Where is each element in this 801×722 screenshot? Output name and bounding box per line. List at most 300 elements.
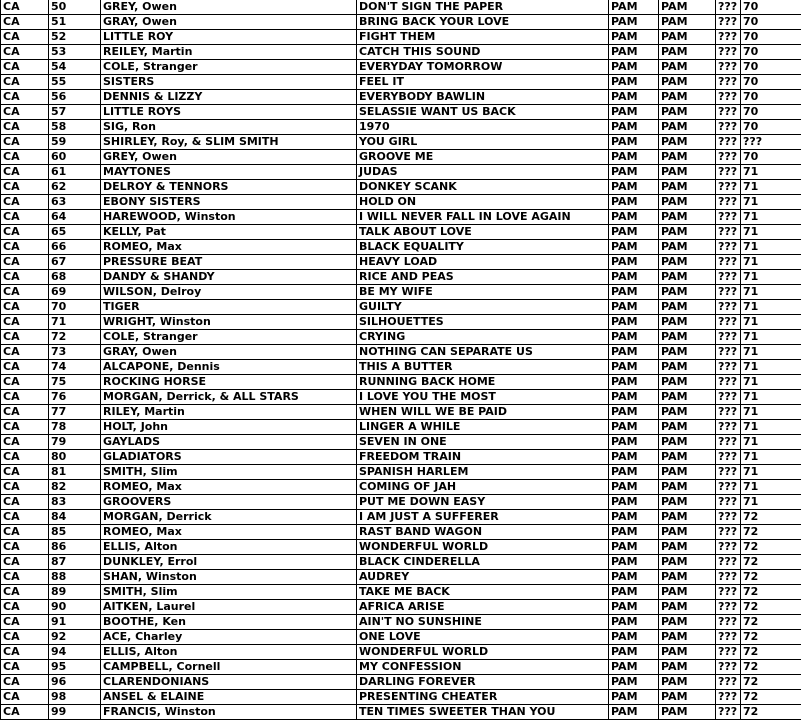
table-row bbox=[1, 585, 801, 600]
artist-cell: MAYTONES bbox=[101, 165, 357, 180]
table-row bbox=[1, 345, 801, 360]
label-b-cell: PAM bbox=[659, 450, 716, 465]
title-cell: NOTHING CAN SEPARATE US bbox=[357, 345, 609, 360]
unknown-field-cell: ??? bbox=[716, 255, 741, 270]
label-code-cell: CA bbox=[1, 375, 49, 390]
table-row bbox=[1, 390, 801, 405]
table-row bbox=[1, 330, 801, 345]
artist-cell: GROOVERS bbox=[101, 495, 357, 510]
label-b-cell: PAM bbox=[659, 510, 716, 525]
label-a-cell: PAM bbox=[609, 675, 659, 690]
label-code-cell: CA bbox=[1, 135, 49, 150]
catalog-number-cell: 51 bbox=[49, 15, 101, 30]
year-cell: 71 bbox=[741, 375, 801, 390]
label-code-cell: CA bbox=[1, 285, 49, 300]
label-a-cell: PAM bbox=[609, 315, 659, 330]
catalog-number-cell: 84 bbox=[49, 510, 101, 525]
label-a-cell: PAM bbox=[609, 0, 659, 15]
catalog-number-cell: 71 bbox=[49, 315, 101, 330]
label-b-cell: PAM bbox=[659, 150, 716, 165]
label-a-cell: PAM bbox=[609, 135, 659, 150]
catalog-number-cell: 75 bbox=[49, 375, 101, 390]
label-code-cell: CA bbox=[1, 645, 49, 660]
label-code-cell: CA bbox=[1, 90, 49, 105]
year-cell: 70 bbox=[741, 15, 801, 30]
title-cell: I WILL NEVER FALL IN LOVE AGAIN bbox=[357, 210, 609, 225]
label-a-cell: PAM bbox=[609, 180, 659, 195]
catalog-number-cell: 60 bbox=[49, 150, 101, 165]
title-cell: FREEDOM TRAIN bbox=[357, 450, 609, 465]
year-cell: 71 bbox=[741, 420, 801, 435]
title-cell: RICE AND PEAS bbox=[357, 270, 609, 285]
label-a-cell: PAM bbox=[609, 450, 659, 465]
label-b-cell: PAM bbox=[659, 525, 716, 540]
label-code-cell: CA bbox=[1, 585, 49, 600]
year-cell: 70 bbox=[741, 105, 801, 120]
year-cell: 71 bbox=[741, 285, 801, 300]
label-b-cell: PAM bbox=[659, 315, 716, 330]
table-row bbox=[1, 465, 801, 480]
catalog-number-cell: 65 bbox=[49, 225, 101, 240]
year-cell: 70 bbox=[741, 150, 801, 165]
year-cell: 72 bbox=[741, 630, 801, 645]
label-b-cell: PAM bbox=[659, 195, 716, 210]
catalog-number-cell: 63 bbox=[49, 195, 101, 210]
label-b-cell: PAM bbox=[659, 405, 716, 420]
label-code-cell: CA bbox=[1, 510, 49, 525]
catalog-number-cell: 88 bbox=[49, 570, 101, 585]
catalog-number-cell: 80 bbox=[49, 450, 101, 465]
table-row bbox=[1, 375, 801, 390]
label-code-cell: CA bbox=[1, 75, 49, 90]
label-b-cell: PAM bbox=[659, 360, 716, 375]
catalog-number-cell: 81 bbox=[49, 465, 101, 480]
label-code-cell: CA bbox=[1, 660, 49, 675]
catalog-number-cell: 79 bbox=[49, 435, 101, 450]
year-cell: 71 bbox=[741, 435, 801, 450]
catalog-number-cell: 83 bbox=[49, 495, 101, 510]
artist-cell: CAMPBELL, Cornell bbox=[101, 660, 357, 675]
table-row bbox=[1, 420, 801, 435]
year-cell: 72 bbox=[741, 555, 801, 570]
label-a-cell: PAM bbox=[609, 195, 659, 210]
unknown-field-cell: ??? bbox=[716, 285, 741, 300]
label-a-cell: PAM bbox=[609, 30, 659, 45]
artist-cell: GAYLADS bbox=[101, 435, 357, 450]
label-code-cell: CA bbox=[1, 315, 49, 330]
label-code-cell: CA bbox=[1, 630, 49, 645]
title-cell: YOU GIRL bbox=[357, 135, 609, 150]
catalog-number-cell: 69 bbox=[49, 285, 101, 300]
artist-cell: ALCAPONE, Dennis bbox=[101, 360, 357, 375]
catalog-number-cell: 53 bbox=[49, 45, 101, 60]
year-cell: 72 bbox=[741, 510, 801, 525]
title-cell: BLACK EQUALITY bbox=[357, 240, 609, 255]
artist-cell: BOOTHE, Ken bbox=[101, 615, 357, 630]
year-cell: 72 bbox=[741, 600, 801, 615]
unknown-field-cell: ??? bbox=[716, 90, 741, 105]
year-cell: 72 bbox=[741, 585, 801, 600]
unknown-field-cell: ??? bbox=[716, 150, 741, 165]
title-cell: SEVEN IN ONE bbox=[357, 435, 609, 450]
label-a-cell: PAM bbox=[609, 705, 659, 720]
label-a-cell: PAM bbox=[609, 75, 659, 90]
label-a-cell: PAM bbox=[609, 255, 659, 270]
year-cell: 70 bbox=[741, 90, 801, 105]
label-code-cell: CA bbox=[1, 300, 49, 315]
label-code-cell: CA bbox=[1, 225, 49, 240]
label-code-cell: CA bbox=[1, 615, 49, 630]
artist-cell: MORGAN, Derrick, & ALL STARS bbox=[101, 390, 357, 405]
catalog-number-cell: 96 bbox=[49, 675, 101, 690]
label-b-cell: PAM bbox=[659, 330, 716, 345]
catalog-number-cell: 55 bbox=[49, 75, 101, 90]
label-code-cell: CA bbox=[1, 150, 49, 165]
label-a-cell: PAM bbox=[609, 405, 659, 420]
label-code-cell: CA bbox=[1, 165, 49, 180]
unknown-field-cell: ??? bbox=[716, 465, 741, 480]
catalog-number-cell: 78 bbox=[49, 420, 101, 435]
label-a-cell: PAM bbox=[609, 120, 659, 135]
year-cell: 71 bbox=[741, 300, 801, 315]
unknown-field-cell: ??? bbox=[716, 225, 741, 240]
unknown-field-cell: ??? bbox=[716, 585, 741, 600]
year-cell: 70 bbox=[741, 45, 801, 60]
unknown-field-cell: ??? bbox=[716, 165, 741, 180]
artist-cell: EBONY SISTERS bbox=[101, 195, 357, 210]
unknown-field-cell: ??? bbox=[716, 570, 741, 585]
table-row bbox=[1, 510, 801, 525]
label-a-cell: PAM bbox=[609, 570, 659, 585]
catalog-number-cell: 57 bbox=[49, 105, 101, 120]
year-cell: 72 bbox=[741, 690, 801, 705]
year-cell: 71 bbox=[741, 465, 801, 480]
table-row bbox=[1, 75, 801, 90]
artist-cell: SHAN, Winston bbox=[101, 570, 357, 585]
label-code-cell: CA bbox=[1, 0, 49, 15]
artist-cell: COLE, Stranger bbox=[101, 330, 357, 345]
label-code-cell: CA bbox=[1, 600, 49, 615]
catalog-number-cell: 68 bbox=[49, 270, 101, 285]
title-cell: DARLING FOREVER bbox=[357, 675, 609, 690]
title-cell: CATCH THIS SOUND bbox=[357, 45, 609, 60]
label-a-cell: PAM bbox=[609, 420, 659, 435]
label-a-cell: PAM bbox=[609, 210, 659, 225]
label-b-cell: PAM bbox=[659, 540, 716, 555]
label-a-cell: PAM bbox=[609, 90, 659, 105]
table-row bbox=[1, 615, 801, 630]
table-row bbox=[1, 255, 801, 270]
label-b-cell: PAM bbox=[659, 120, 716, 135]
label-a-cell: PAM bbox=[609, 285, 659, 300]
label-a-cell: PAM bbox=[609, 555, 659, 570]
label-code-cell: CA bbox=[1, 690, 49, 705]
year-cell: 70 bbox=[741, 120, 801, 135]
catalog-number-cell: 61 bbox=[49, 165, 101, 180]
unknown-field-cell: ??? bbox=[716, 540, 741, 555]
title-cell: WHEN WILL WE BE PAID bbox=[357, 405, 609, 420]
label-a-cell: PAM bbox=[609, 585, 659, 600]
unknown-field-cell: ??? bbox=[716, 45, 741, 60]
catalog-number-cell: 76 bbox=[49, 390, 101, 405]
artist-cell: REILEY, Martin bbox=[101, 45, 357, 60]
catalog-number-cell: 59 bbox=[49, 135, 101, 150]
artist-cell: CLARENDONIANS bbox=[101, 675, 357, 690]
label-a-cell: PAM bbox=[609, 690, 659, 705]
unknown-field-cell: ??? bbox=[716, 195, 741, 210]
label-b-cell: PAM bbox=[659, 690, 716, 705]
unknown-field-cell: ??? bbox=[716, 0, 741, 15]
table-row bbox=[1, 15, 801, 30]
label-a-cell: PAM bbox=[609, 660, 659, 675]
label-a-cell: PAM bbox=[609, 150, 659, 165]
catalog-number-cell: 62 bbox=[49, 180, 101, 195]
table-row bbox=[1, 300, 801, 315]
title-cell: TAKE ME BACK bbox=[357, 585, 609, 600]
label-code-cell: CA bbox=[1, 540, 49, 555]
label-code-cell: CA bbox=[1, 420, 49, 435]
table-row bbox=[1, 675, 801, 690]
artist-cell: DUNKLEY, Errol bbox=[101, 555, 357, 570]
unknown-field-cell: ??? bbox=[716, 135, 741, 150]
unknown-field-cell: ??? bbox=[716, 330, 741, 345]
unknown-field-cell: ??? bbox=[716, 75, 741, 90]
label-b-cell: PAM bbox=[659, 465, 716, 480]
catalog-number-cell: 56 bbox=[49, 90, 101, 105]
artist-cell: WRIGHT, Winston bbox=[101, 315, 357, 330]
table-row bbox=[1, 45, 801, 60]
artist-cell: ROMEO, Max bbox=[101, 240, 357, 255]
title-cell: RUNNING BACK HOME bbox=[357, 375, 609, 390]
label-code-cell: CA bbox=[1, 195, 49, 210]
unknown-field-cell: ??? bbox=[716, 405, 741, 420]
artist-cell: RILEY, Martin bbox=[101, 405, 357, 420]
year-cell: 72 bbox=[741, 705, 801, 720]
label-b-cell: PAM bbox=[659, 180, 716, 195]
label-b-cell: PAM bbox=[659, 420, 716, 435]
year-cell: 71 bbox=[741, 480, 801, 495]
table-row bbox=[1, 315, 801, 330]
title-cell: LINGER A WHILE bbox=[357, 420, 609, 435]
label-a-cell: PAM bbox=[609, 390, 659, 405]
year-cell: 71 bbox=[741, 405, 801, 420]
unknown-field-cell: ??? bbox=[716, 510, 741, 525]
unknown-field-cell: ??? bbox=[716, 435, 741, 450]
label-a-cell: PAM bbox=[609, 465, 659, 480]
title-cell: WONDERFUL WORLD bbox=[357, 645, 609, 660]
label-b-cell: PAM bbox=[659, 435, 716, 450]
label-code-cell: CA bbox=[1, 180, 49, 195]
table-row bbox=[1, 135, 801, 150]
label-b-cell: PAM bbox=[659, 615, 716, 630]
label-b-cell: PAM bbox=[659, 600, 716, 615]
catalog-number-cell: 82 bbox=[49, 480, 101, 495]
year-cell: 71 bbox=[741, 225, 801, 240]
table-row bbox=[1, 570, 801, 585]
label-a-cell: PAM bbox=[609, 240, 659, 255]
table-row bbox=[1, 90, 801, 105]
title-cell: HEAVY LOAD bbox=[357, 255, 609, 270]
title-cell: TALK ABOUT LOVE bbox=[357, 225, 609, 240]
title-cell: I AM JUST A SUFFERER bbox=[357, 510, 609, 525]
year-cell: 72 bbox=[741, 525, 801, 540]
table-row bbox=[1, 120, 801, 135]
catalog-number-cell: 91 bbox=[49, 615, 101, 630]
artist-cell: HOLT, John bbox=[101, 420, 357, 435]
label-code-cell: CA bbox=[1, 570, 49, 585]
label-a-cell: PAM bbox=[609, 300, 659, 315]
label-b-cell: PAM bbox=[659, 30, 716, 45]
label-code-cell: CA bbox=[1, 450, 49, 465]
artist-cell: SMITH, Slim bbox=[101, 585, 357, 600]
catalog-number-cell: 74 bbox=[49, 360, 101, 375]
label-code-cell: CA bbox=[1, 675, 49, 690]
year-cell: 70 bbox=[741, 75, 801, 90]
artist-cell: SMITH, Slim bbox=[101, 465, 357, 480]
label-b-cell: PAM bbox=[659, 255, 716, 270]
catalog-number-cell: 66 bbox=[49, 240, 101, 255]
catalog-number-cell: 54 bbox=[49, 60, 101, 75]
table-row bbox=[1, 555, 801, 570]
label-b-cell: PAM bbox=[659, 300, 716, 315]
label-a-cell: PAM bbox=[609, 165, 659, 180]
label-a-cell: PAM bbox=[609, 60, 659, 75]
label-code-cell: CA bbox=[1, 270, 49, 285]
label-a-cell: PAM bbox=[609, 330, 659, 345]
catalog-number-cell: 95 bbox=[49, 660, 101, 675]
title-cell: JUDAS bbox=[357, 165, 609, 180]
artist-cell: WILSON, Delroy bbox=[101, 285, 357, 300]
title-cell: BE MY WIFE bbox=[357, 285, 609, 300]
table-row bbox=[1, 30, 801, 45]
artist-cell: PRESSURE BEAT bbox=[101, 255, 357, 270]
artist-cell: GRAY, Owen bbox=[101, 345, 357, 360]
year-cell: 72 bbox=[741, 570, 801, 585]
unknown-field-cell: ??? bbox=[716, 15, 741, 30]
year-cell: 71 bbox=[741, 495, 801, 510]
label-code-cell: CA bbox=[1, 555, 49, 570]
unknown-field-cell: ??? bbox=[716, 345, 741, 360]
unknown-field-cell: ??? bbox=[716, 210, 741, 225]
table-row bbox=[1, 210, 801, 225]
label-code-cell: CA bbox=[1, 330, 49, 345]
title-cell: CRYING bbox=[357, 330, 609, 345]
title-cell: SILHOUETTES bbox=[357, 315, 609, 330]
label-code-cell: CA bbox=[1, 480, 49, 495]
year-cell: 72 bbox=[741, 615, 801, 630]
unknown-field-cell: ??? bbox=[716, 495, 741, 510]
table-row bbox=[1, 150, 801, 165]
table-row bbox=[1, 240, 801, 255]
catalog-number-cell: 92 bbox=[49, 630, 101, 645]
artist-cell: ACE, Charley bbox=[101, 630, 357, 645]
unknown-field-cell: ??? bbox=[716, 60, 741, 75]
catalog-number-cell: 90 bbox=[49, 600, 101, 615]
title-cell: TEN TIMES SWEETER THAN YOU bbox=[357, 705, 609, 720]
table-row bbox=[1, 690, 801, 705]
unknown-field-cell: ??? bbox=[716, 375, 741, 390]
table-row bbox=[1, 645, 801, 660]
title-cell: AIN'T NO SUNSHINE bbox=[357, 615, 609, 630]
catalog-number-cell: 70 bbox=[49, 300, 101, 315]
label-b-cell: PAM bbox=[659, 165, 716, 180]
table-row bbox=[1, 495, 801, 510]
year-cell: 71 bbox=[741, 210, 801, 225]
year-cell: 71 bbox=[741, 315, 801, 330]
unknown-field-cell: ??? bbox=[716, 675, 741, 690]
unknown-field-cell: ??? bbox=[716, 420, 741, 435]
label-code-cell: CA bbox=[1, 495, 49, 510]
catalog-number-cell: 77 bbox=[49, 405, 101, 420]
unknown-field-cell: ??? bbox=[716, 615, 741, 630]
artist-cell: DELROY & TENNORS bbox=[101, 180, 357, 195]
label-b-cell: PAM bbox=[659, 0, 716, 15]
title-cell: PUT ME DOWN EASY bbox=[357, 495, 609, 510]
label-code-cell: CA bbox=[1, 30, 49, 45]
label-b-cell: PAM bbox=[659, 60, 716, 75]
table-row bbox=[1, 165, 801, 180]
table-row bbox=[1, 525, 801, 540]
label-b-cell: PAM bbox=[659, 105, 716, 120]
label-code-cell: CA bbox=[1, 255, 49, 270]
label-code-cell: CA bbox=[1, 525, 49, 540]
label-a-cell: PAM bbox=[609, 630, 659, 645]
year-cell: 71 bbox=[741, 165, 801, 180]
title-cell: COMING OF JAH bbox=[357, 480, 609, 495]
catalog-number-cell: 98 bbox=[49, 690, 101, 705]
year-cell: 71 bbox=[741, 270, 801, 285]
table-row bbox=[1, 285, 801, 300]
label-code-cell: CA bbox=[1, 360, 49, 375]
year-cell: 71 bbox=[741, 195, 801, 210]
unknown-field-cell: ??? bbox=[716, 300, 741, 315]
label-a-cell: PAM bbox=[609, 105, 659, 120]
label-b-cell: PAM bbox=[659, 645, 716, 660]
label-code-cell: CA bbox=[1, 405, 49, 420]
unknown-field-cell: ??? bbox=[716, 120, 741, 135]
table-row bbox=[1, 540, 801, 555]
label-a-cell: PAM bbox=[609, 525, 659, 540]
label-b-cell: PAM bbox=[659, 90, 716, 105]
artist-cell: ANSEL & ELAINE bbox=[101, 690, 357, 705]
year-cell: 71 bbox=[741, 180, 801, 195]
title-cell: I LOVE YOU THE MOST bbox=[357, 390, 609, 405]
artist-cell: KELLY, Pat bbox=[101, 225, 357, 240]
label-a-cell: PAM bbox=[609, 45, 659, 60]
artist-cell: DANDY & SHANDY bbox=[101, 270, 357, 285]
artist-cell: GREY, Owen bbox=[101, 150, 357, 165]
artist-cell: ELLIS, Alton bbox=[101, 645, 357, 660]
year-cell: 70 bbox=[741, 0, 801, 15]
title-cell: RAST BAND WAGON bbox=[357, 525, 609, 540]
title-cell: ONE LOVE bbox=[357, 630, 609, 645]
catalog-number-cell: 99 bbox=[49, 705, 101, 720]
title-cell: BRING BACK YOUR LOVE bbox=[357, 15, 609, 30]
label-a-cell: PAM bbox=[609, 645, 659, 660]
table-row bbox=[1, 705, 801, 720]
artist-cell: LITTLE ROY bbox=[101, 30, 357, 45]
label-b-cell: PAM bbox=[659, 675, 716, 690]
unknown-field-cell: ??? bbox=[716, 555, 741, 570]
unknown-field-cell: ??? bbox=[716, 360, 741, 375]
title-cell: SELASSIE WANT US BACK bbox=[357, 105, 609, 120]
label-b-cell: PAM bbox=[659, 570, 716, 585]
artist-cell: MORGAN, Derrick bbox=[101, 510, 357, 525]
label-a-cell: PAM bbox=[609, 270, 659, 285]
label-b-cell: PAM bbox=[659, 705, 716, 720]
table-row bbox=[1, 105, 801, 120]
label-b-cell: PAM bbox=[659, 45, 716, 60]
